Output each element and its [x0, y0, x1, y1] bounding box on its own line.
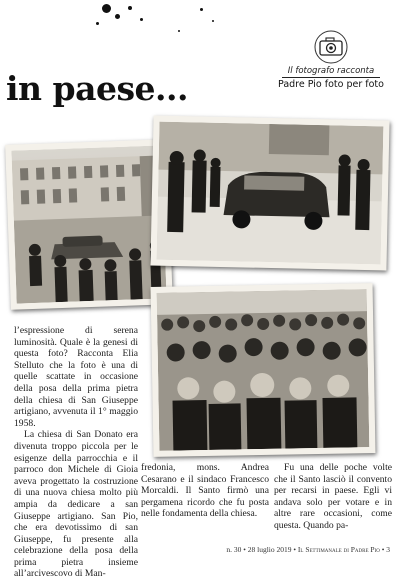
footer-publication: Il Settimanale di Padre Pio: [297, 545, 380, 554]
article-paragraph: Fu una delle poche volte che il Santo lasciò il convento per recarsi in paese. Egli vi andava solo per votare e in altre rare occasioni, come questa. Quando pa-: [274, 462, 392, 531]
footer-issue: n. 30: [226, 545, 242, 554]
camera-icon: [309, 30, 353, 64]
article-column-2: [141, 462, 269, 520]
article-paragraph: La chiesa di San Donato era divenuta troppo piccola per le esigenze della parrocchia e il parroco don Michele di Gioia aveva progettato la costruzione di una nuova chiesa molto più ampia da dedicare a san Giuseppe artigiano. San Pio, che era devotissimo di san Giuseppe, fu presente alla celebrazione della posa della prima pietra insieme all’arcivescovo di Man-: [14, 429, 138, 580]
article-column-1: [14, 325, 138, 580]
street-scene-photo: [5, 139, 173, 310]
article-paragraph: l’espressione di serena luminosità. Quale è la genesi di questa foto? Racconta Elia Stelluto che la foto è una di quelle scattate in occasione della posa della prima pietra della chiesa di San Giuseppe artigiano, avvenuta il 1° maggio 1958.: [14, 325, 138, 429]
car-procession-photo: [150, 116, 389, 271]
section-heading: in paese...: [6, 69, 189, 108]
rubric-subtitle: Padre Pio foto per foto: [278, 79, 384, 90]
crowd-photo: [151, 283, 376, 457]
rubric-badge: [276, 30, 386, 90]
rubric-series: Il fotografo racconta: [287, 66, 375, 76]
footer-date: 28 luglio 2019: [247, 545, 292, 554]
article-column-3: [274, 462, 392, 532]
page-footer: n. 30 • 28 luglio 2019 • Il Settimanale di Padre Pio • 3: [226, 545, 390, 554]
footer-page-number: 3: [386, 545, 390, 554]
article-paragraph: fredonia, mons. Andrea Cesarano e il sindaco Francesco Morcaldi. Il Santo firmò una pergamena ricordo che fu posta nelle fondamenta della chiesa.: [141, 462, 269, 520]
rubric-rule: [282, 77, 380, 78]
